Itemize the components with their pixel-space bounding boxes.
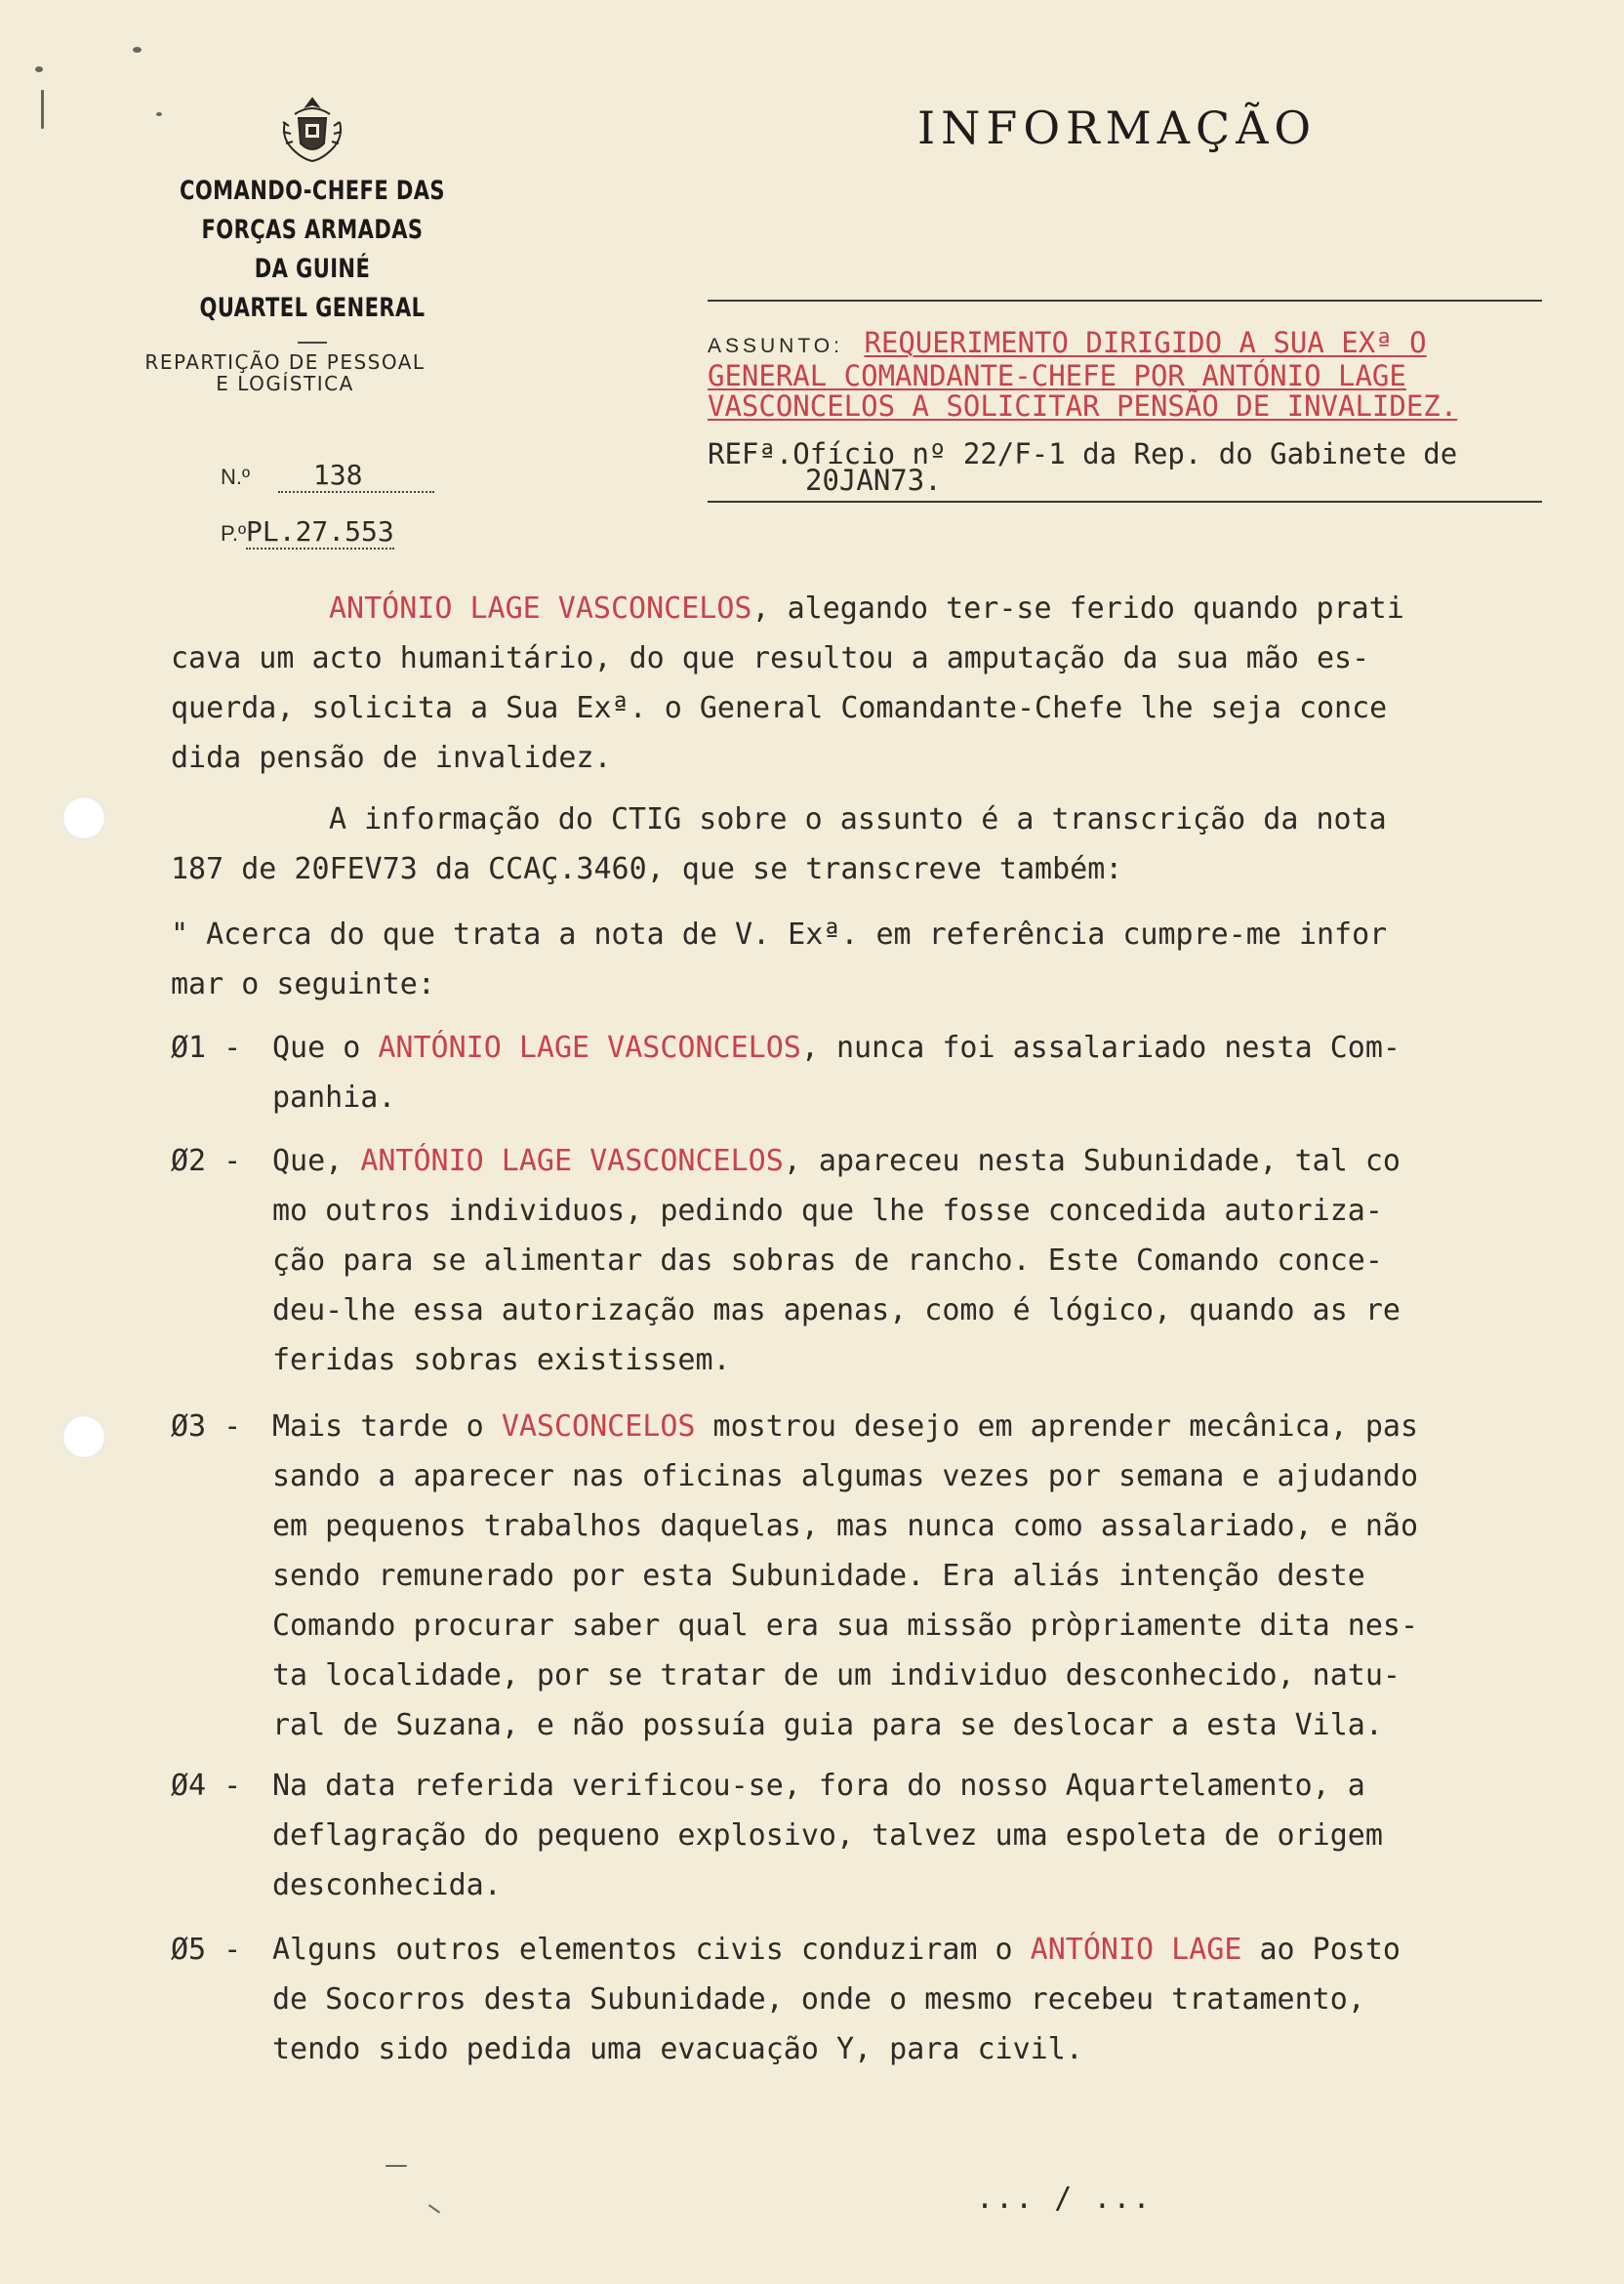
- list-item: [171, 1925, 1576, 2074]
- item-line: ta localidade, por se tratar de um individuo desconhecido, natu-: [272, 1658, 1401, 1693]
- paragraph-1: [171, 584, 1576, 783]
- item-text-pre: Alguns outros elementos civis conduziram o: [272, 1933, 1031, 1967]
- item-text: [272, 1023, 1576, 1122]
- item-text-post: ao Posto: [1241, 1933, 1401, 1967]
- item-line: deflagração do pequeno explosivo, talvez uma espoleta de origem: [272, 1818, 1383, 1853]
- item-line: sendo remunerado por esta Subunidade. Era aliás intenção deste: [272, 1559, 1365, 1593]
- punch-hole-top: [62, 796, 105, 839]
- reference-rule: [708, 501, 1542, 503]
- paragraph-2-line1: A informação do CTIG sobre o assunto é a transcrição da nota: [329, 802, 1387, 836]
- item-line: deu-lhe essa autorização mas apenas, como é lógico, quando as re: [272, 1293, 1401, 1327]
- list-item: [171, 1023, 1576, 1122]
- subject-line1: REQUERIMENTO DIRIGIDO A SUA EXª O: [864, 326, 1427, 359]
- process-label: P.º: [221, 521, 246, 546]
- item-line: ção para se alimentar das sobras de rancho. Este Comando conce-: [272, 1244, 1383, 1278]
- item-text: [272, 1402, 1576, 1750]
- reference-line2: 20JAN73.: [805, 464, 942, 497]
- item-line: de Socorros desta Subunidade, onde o mesmo recebeu tratamento,: [272, 1982, 1365, 2017]
- item-text-pre: Que o: [272, 1031, 379, 1065]
- list-item: [171, 1136, 1576, 1385]
- paragraph-1-text1: , alegando ter-se ferido quando prati: [751, 591, 1404, 626]
- item-marker: Ø3 -: [171, 1409, 242, 1444]
- item-line: ral de Suzana, e não possuía guia para se deslocar a esta Vila.: [272, 1708, 1383, 1742]
- header-divider: [298, 342, 327, 344]
- item-marker: Ø2 -: [171, 1144, 242, 1178]
- item-line: desconhecida.: [272, 1868, 502, 1902]
- reference-line1: REFª.Ofício nº 22/F-1 da Rep. do Gabinete de: [708, 437, 1458, 470]
- document-title: INFORMAÇÃO: [917, 102, 1318, 154]
- item-line: [272, 1023, 1576, 1073]
- department-line2: E LOGÍSTICA: [216, 372, 354, 395]
- paragraph-1-line3: querda, solicita a Sua Exª. o General Comandante-Chefe lhe seja conce: [171, 691, 1388, 725]
- person-name: ANTÓNIO LAGE VASCONCELOS: [329, 591, 752, 626]
- paragraph-1-line2: cava um acto humanitário, do que resultou a amputação da sua mão es-: [171, 641, 1370, 675]
- paragraph-3-line1: " Acerca do que trata a nota de V. Exª. em referência cumpre-me infor: [171, 918, 1388, 952]
- process-number: [221, 515, 394, 548]
- punch-hole-bottom: [62, 1415, 105, 1458]
- coat-of-arms-icon: [275, 93, 349, 167]
- number-value-text: 138: [312, 459, 363, 491]
- org-name-line1: COMANDO-CHEFE DAS FORÇAS ARMADAS: [180, 176, 445, 245]
- paper-speck: [428, 2204, 441, 2214]
- person-name: ANTÓNIO LAGE VASCONCELOS: [378, 1031, 801, 1065]
- subject-block: [708, 328, 1586, 422]
- subject-line3: VASCONCELOS A SOLICITAR PENSÃO DE INVALIDEZ.: [708, 389, 1458, 423]
- item-marker: Ø1 -: [171, 1031, 242, 1065]
- item-line: [272, 1402, 1576, 1451]
- paragraph-2-line2: 187 de 20FEV73 da CCAÇ.3460, que se transcreve também:: [171, 852, 1123, 886]
- item-line: tendo sido pedida uma evacuação Y, para civil.: [272, 2032, 1083, 2066]
- org-name-line3: QUARTEL GENERAL: [199, 293, 426, 323]
- department-line1: REPARTIÇÃO DE PESSOAL: [144, 350, 426, 374]
- paragraph-1-line1: [171, 584, 1576, 633]
- item-text-pre: Mais tarde o: [272, 1409, 502, 1444]
- item-text-post: , apareceu nesta Subunidade, tal co: [783, 1144, 1401, 1178]
- subject-top-rule: [708, 300, 1542, 302]
- person-name: ANTÓNIO LAGE: [1030, 1933, 1242, 1967]
- process-value: PL.27.553: [246, 515, 394, 548]
- list-item: [171, 1402, 1576, 1750]
- item-line: [272, 1925, 1576, 1975]
- paper-speck: [41, 90, 44, 129]
- item-text: [272, 1925, 1576, 2074]
- paper-speck: [156, 112, 162, 116]
- item-line: [272, 1136, 1576, 1186]
- paragraph-3: [171, 910, 1576, 1009]
- item-line: sando a aparecer nas oficinas algumas vezes por semana e ajudando: [272, 1459, 1418, 1493]
- list-item: [171, 1761, 1576, 1910]
- item-text-pre: Que,: [272, 1144, 361, 1178]
- item-text: [272, 1761, 1576, 1910]
- item-line: Comando procurar saber qual era sua missão pròpriamente dita nes-: [272, 1609, 1418, 1643]
- item-marker: Ø4 -: [171, 1769, 242, 1803]
- item-line: panhia.: [272, 1081, 396, 1115]
- continuation-mark: ... / ...: [976, 2182, 1153, 2216]
- subject-label: ASSUNTO:: [708, 335, 843, 357]
- reference-block: [708, 437, 1596, 497]
- document-number: [221, 459, 434, 493]
- paper-speck: [133, 47, 142, 53]
- paragraph-3-line2: mar o seguinte:: [171, 967, 435, 1001]
- paper-speck: [35, 66, 43, 72]
- item-text-post: mostrou desejo em aprender mecânica, pas: [695, 1409, 1419, 1444]
- person-name: ANTÓNIO LAGE VASCONCELOS: [360, 1144, 784, 1178]
- item-line: em pequenos trabalhos daquelas, mas nunca como assalariado, e não: [272, 1509, 1418, 1543]
- person-name: VASCONCELOS: [501, 1409, 696, 1444]
- item-line: mo outros individuos, pedindo que lhe fosse concedida autoriza-: [272, 1194, 1383, 1228]
- number-value: [278, 459, 434, 493]
- paragraph-1-line4: dida pensão de invalidez.: [171, 741, 612, 775]
- item-text: [272, 1136, 1576, 1385]
- paper-speck: [386, 2165, 407, 2167]
- paragraph-2: [171, 795, 1576, 894]
- number-label: N.º: [221, 465, 251, 489]
- item-line: feridas sobras existissem.: [272, 1343, 731, 1377]
- item-text-post: , nunca foi assalariado nesta Com-: [800, 1031, 1401, 1065]
- organization-header: [88, 172, 537, 394]
- item-line: Na data referida verificou-se, fora do nosso Aquartelamento, a: [272, 1769, 1365, 1803]
- subject-line2: GENERAL COMANDANTE-CHEFE POR ANTÓNIO LAGE: [708, 359, 1406, 392]
- item-marker: Ø5 -: [171, 1933, 242, 1967]
- org-name-line2: DA GUINÉ: [254, 254, 371, 284]
